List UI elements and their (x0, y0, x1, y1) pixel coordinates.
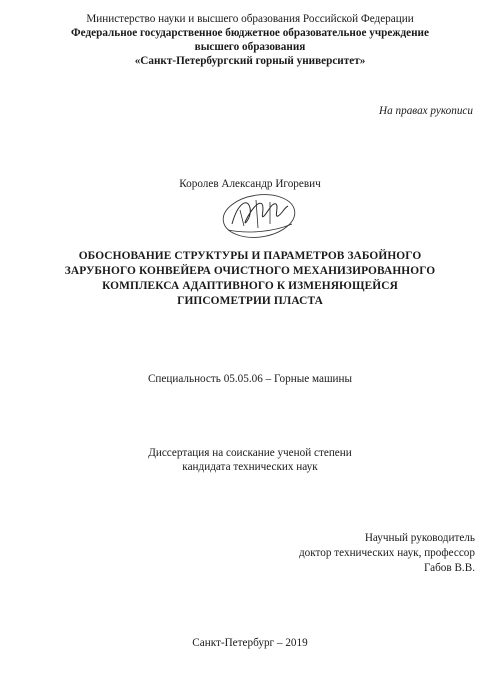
institution-type-line-2: высшего образования (194, 41, 306, 53)
author-name: Королев Александр Игоревич (179, 178, 321, 190)
city-year: Санкт-Петербург – 2019 (192, 637, 308, 649)
rights-note: На правах рукописи (379, 105, 473, 117)
supervisor-name: Габов В.В. (423, 562, 475, 574)
title-line-4: ГИПСОМЕТРИИ ПЛАСТА (177, 295, 323, 307)
title-line-1: ОБОСНОВАНИЕ СТРУКТУРЫ И ПАРАМЕТРОВ ЗАБОЙНОГО (78, 250, 422, 262)
supervisor-degree: доктор технических наук, профессор (298, 547, 475, 559)
title-line-2: ЗАРУБНОГО КОНВЕЙЕРА ОЧИСТНОГО МЕХАНИЗИРОВАННОГО (64, 265, 436, 277)
dissertation-line-2: кандидата технических наук (182, 461, 318, 473)
ministry-line: Министерство науки и высшего образования Российской Федерации (86, 13, 414, 25)
supervisor-label: Научный руководитель (364, 532, 475, 544)
dissertation-line-1: Диссертация на соискание ученой степени (148, 447, 352, 459)
institution-type-line-1: Федеральное государственное бюджетное образовательное учреждение (71, 27, 429, 39)
title-line-3: КОМПЛЕКСА АДАПТИВНОГО К ИЗМЕНЯЮЩЕЙСЯ (102, 280, 398, 292)
university-name: «Санкт-Петербургский горный университет» (134, 55, 366, 67)
specialty: Специальность 05.05.06 – Горные машины (147, 373, 353, 385)
signature-icon (218, 190, 300, 242)
